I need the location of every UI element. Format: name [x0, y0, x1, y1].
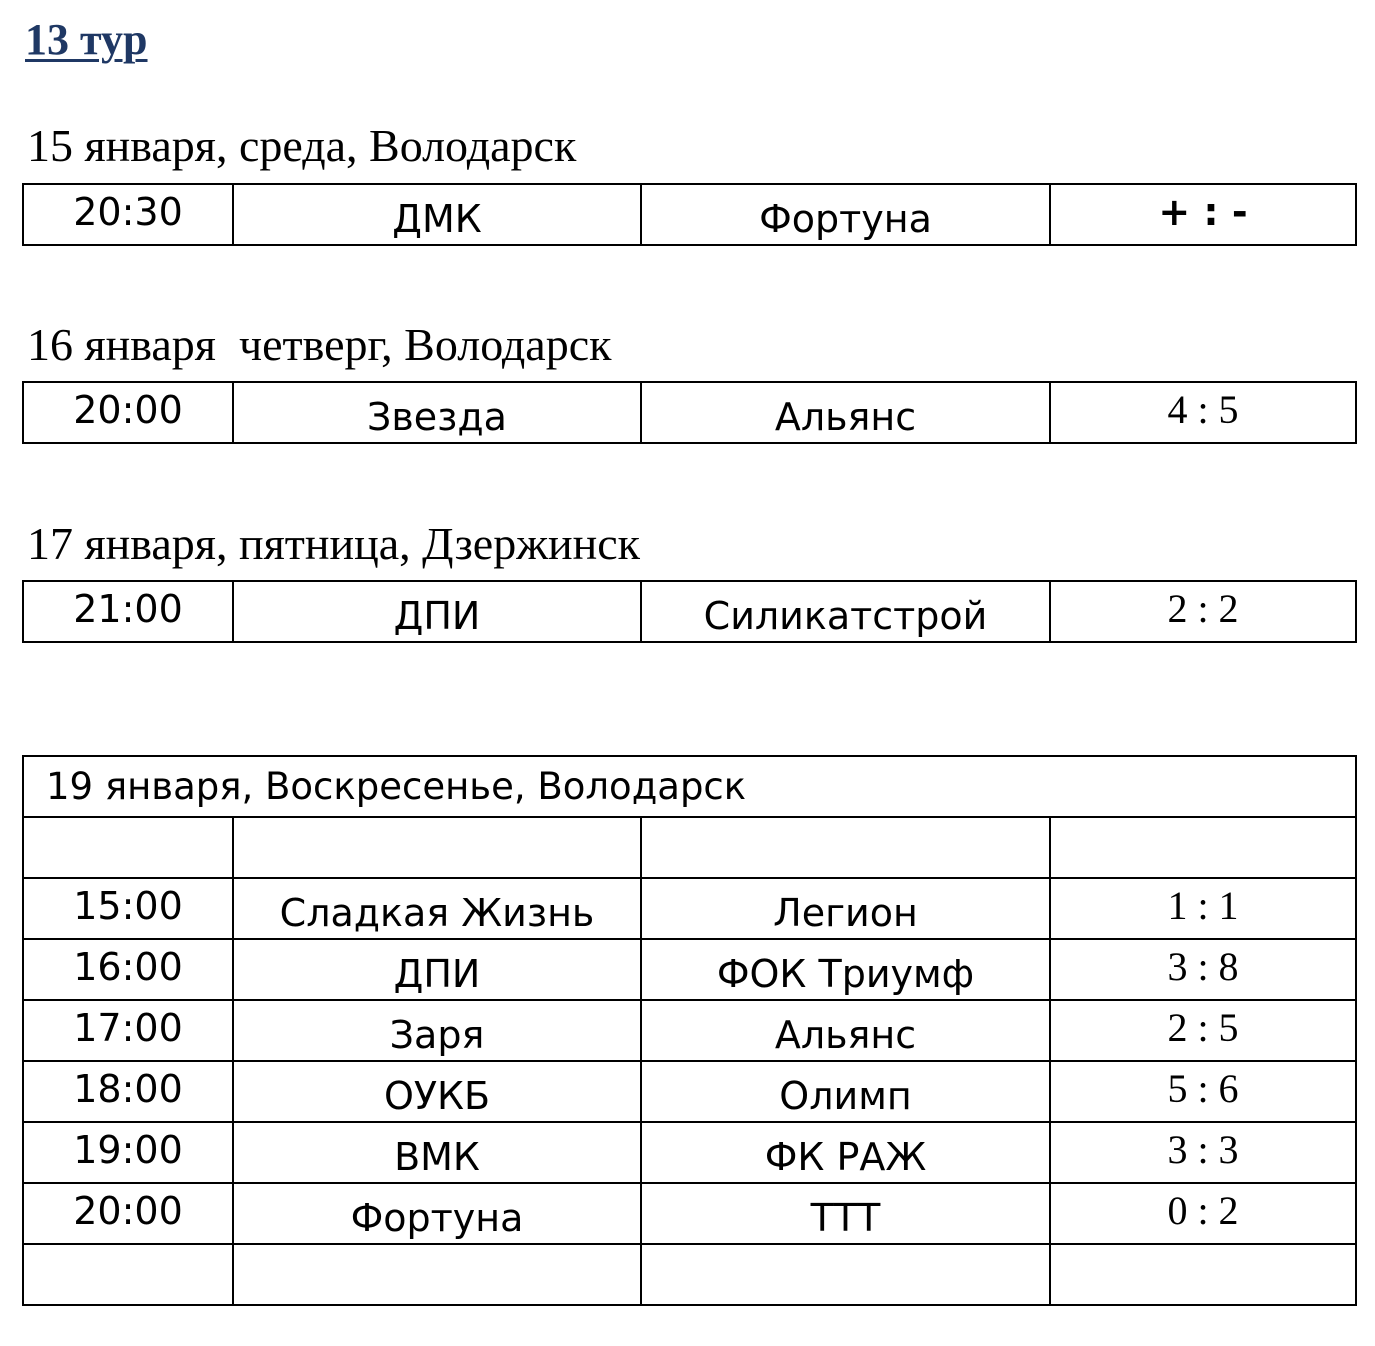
away-team-cell — [641, 1000, 1050, 1061]
match-time: 20:30 — [73, 189, 183, 234]
match-table-jan-17 — [22, 580, 1357, 643]
match-time-cell — [23, 878, 233, 939]
empty-cell — [233, 1244, 641, 1305]
away-team-cell — [641, 1122, 1050, 1183]
home-team: ОУКБ — [383, 1073, 491, 1118]
day-heading-jan-15: 15 января, среда, Володарск — [27, 120, 577, 171]
day-heading-jan-16: 16 января четверг, Володарск — [27, 319, 612, 370]
away-team-cell — [641, 184, 1050, 245]
match-row — [23, 382, 1356, 443]
match-time: 20:00 — [73, 387, 183, 432]
away-team: Фортуна — [759, 196, 932, 241]
match-table-jan-16 — [22, 381, 1357, 444]
score-cell — [1050, 939, 1356, 1000]
home-team: ВМК — [394, 1134, 480, 1179]
match-row — [23, 1122, 1356, 1183]
empty-cell — [1050, 1244, 1356, 1305]
home-team-cell — [233, 581, 641, 642]
away-team-cell — [641, 939, 1050, 1000]
empty-cell — [233, 817, 641, 878]
match-score: 2 : 2 — [1167, 586, 1239, 631]
score-cell — [1050, 1183, 1356, 1244]
match-time-cell — [23, 581, 233, 642]
match-row — [23, 939, 1356, 1000]
home-team-cell — [233, 939, 641, 1000]
day-heading-jan-19: 19 января, Воскресенье, Володарск — [23, 756, 1356, 817]
away-team: ФОК Триумф — [716, 951, 975, 996]
match-score: 1 : 1 — [1167, 883, 1239, 928]
home-team-cell — [233, 1183, 641, 1244]
away-team-cell — [641, 382, 1050, 443]
home-team: Заря — [389, 1012, 485, 1057]
home-team: Сладкая Жизнь — [279, 890, 595, 935]
away-team: ФК РАЖ — [764, 1134, 927, 1179]
empty-row — [23, 1244, 1356, 1305]
away-team-cell — [641, 1061, 1050, 1122]
score-cell — [1050, 878, 1356, 939]
match-table-jan-19 — [22, 755, 1357, 1306]
match-time: 18:00 — [73, 1066, 183, 1111]
away-team-cell — [641, 1183, 1050, 1244]
match-score: 3 : 8 — [1167, 944, 1239, 989]
away-team: Альянс — [774, 394, 917, 439]
match-time-cell — [23, 1000, 233, 1061]
match-row — [23, 878, 1356, 939]
match-time-cell — [23, 939, 233, 1000]
match-score: 0 : 2 — [1167, 1188, 1239, 1233]
match-time: 19:00 — [73, 1127, 183, 1172]
match-row — [23, 1061, 1356, 1122]
home-team-cell — [233, 1061, 641, 1122]
empty-cell — [641, 817, 1050, 878]
score-cell — [1050, 581, 1356, 642]
day-heading-jan-17: 17 января, пятница, Дзержинск — [27, 518, 641, 569]
empty-cell — [23, 817, 233, 878]
match-table-jan-15 — [22, 183, 1357, 246]
home-team-cell — [233, 878, 641, 939]
away-team: ТТТ — [810, 1195, 881, 1240]
match-row — [23, 1000, 1356, 1061]
home-team: Фортуна — [350, 1195, 524, 1240]
home-team: Звезда — [367, 394, 507, 439]
home-team-cell — [233, 184, 641, 245]
match-score: 4 : 5 — [1167, 387, 1239, 432]
match-score: 3 : 3 — [1167, 1127, 1239, 1172]
match-row — [23, 581, 1356, 642]
score-cell — [1050, 1061, 1356, 1122]
home-team: ДМК — [392, 196, 482, 241]
match-time: 20:00 — [73, 1188, 183, 1233]
score-cell — [1050, 1000, 1356, 1061]
home-team-cell — [233, 382, 641, 443]
match-time-cell — [23, 1061, 233, 1122]
score-cell — [1050, 184, 1356, 245]
empty-cell — [23, 1244, 233, 1305]
match-row — [23, 184, 1356, 245]
away-team: Олимп — [779, 1073, 912, 1118]
match-score: 5 : 6 — [1167, 1066, 1239, 1111]
away-team: Легион — [773, 890, 918, 935]
score-cell — [1050, 1122, 1356, 1183]
match-time-cell — [23, 382, 233, 443]
away-team-cell — [641, 581, 1050, 642]
empty-cell — [641, 1244, 1050, 1305]
empty-row — [23, 817, 1356, 878]
match-score: 2 : 5 — [1167, 1005, 1239, 1050]
home-team-cell — [233, 1122, 641, 1183]
match-row — [23, 1183, 1356, 1244]
home-team: ДПИ — [393, 593, 481, 638]
round-title: 13 тур — [25, 15, 148, 64]
match-time-cell — [23, 184, 233, 245]
home-team-cell — [233, 1000, 641, 1061]
match-time-cell — [23, 1183, 233, 1244]
away-team: Альянс — [774, 1012, 917, 1057]
away-team: Силикатстрой — [703, 593, 988, 638]
match-time: 15:00 — [73, 883, 183, 928]
sunday-heading-row — [23, 756, 1356, 817]
match-time: 21:00 — [73, 586, 183, 631]
match-time-cell — [23, 1122, 233, 1183]
match-time: 17:00 — [73, 1005, 183, 1050]
away-team-cell — [641, 878, 1050, 939]
empty-cell — [1050, 817, 1356, 878]
score-cell — [1050, 382, 1356, 443]
home-team: ДПИ — [393, 951, 481, 996]
match-time: 16:00 — [73, 944, 183, 989]
match-score: + : - — [1158, 189, 1248, 234]
